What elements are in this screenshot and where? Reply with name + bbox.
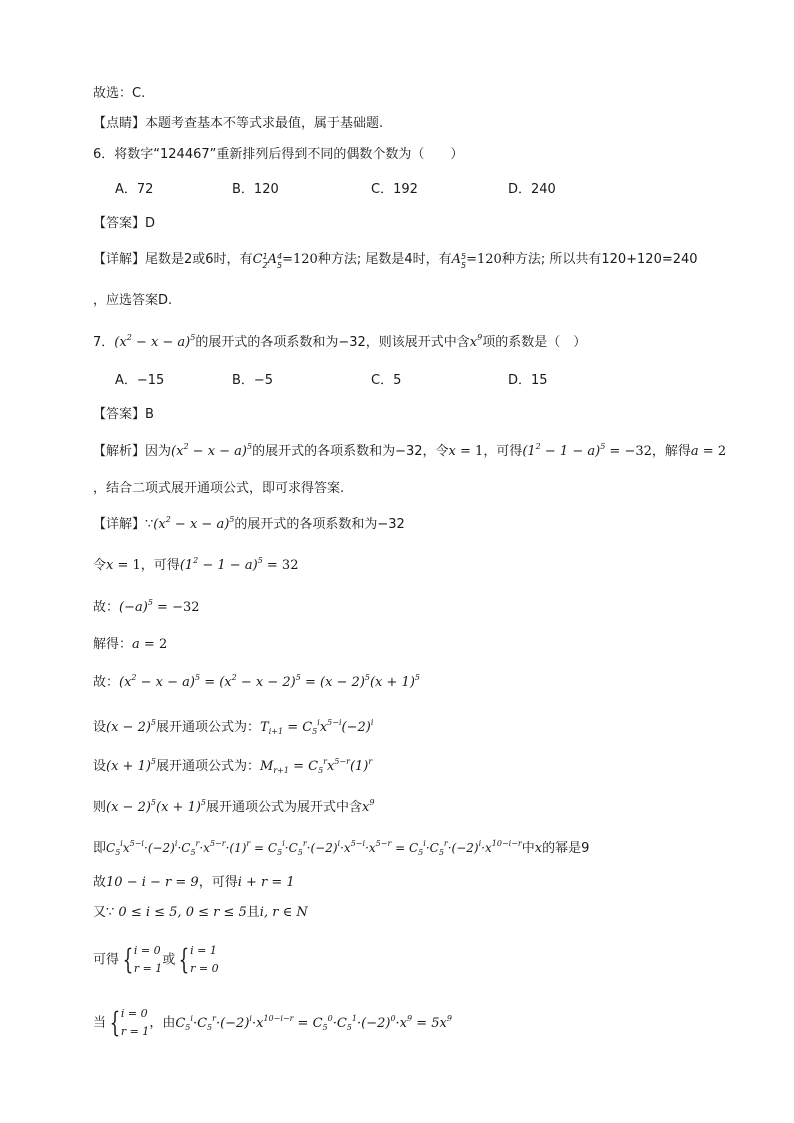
line-comment: 【点睛】本题考查基本不等式求最值，属于基础题.	[93, 116, 384, 131]
q7-step-solve-a: 解得：a = 2	[93, 637, 168, 652]
q7-step-exponent: 故10 − i − r = 9，可得i + r = 1	[93, 875, 295, 890]
q7-detail-line-1: 【详解】$\because(x^2 - x - a)^5$的展开式的各项系数和为−32	[93, 515, 405, 532]
q7-step-case-1: 当 { i = 0 r = 1 ，由$C_5^i\cdot C_5^r\cdot(-2)^i\cdot x^{10-i-r} = C_5^0\cdot C_5^1\cdot(-2)^0\cdot x^9 = 5x^9$	[93, 1006, 452, 1039]
q7-step-neg-a: 故：$(-a)^5 = -32$	[93, 598, 200, 615]
q7-option-a: A．−15	[115, 373, 165, 388]
q7-step-term-m: 设$(x + 1)^5$展开通项公式为：$M_{r+1} = C_5^rx^{5-r}(1)^r$	[93, 757, 373, 775]
line-conclusion: 故选：C.	[93, 86, 146, 101]
q6-detail-line-1: 【详解】尾数是2或6时，有C 1 2 A 4 5 =120种方法; 尾数是4时，有A 5 5 =120种方法; 所以共有120+120=240	[93, 252, 698, 270]
comment-tag: 【点睛】	[93, 116, 146, 131]
q7-step-product: 则$(x - 2)^5(x + 1)^5$展开通项公式为展开式中含$x^9$	[93, 798, 375, 815]
q7-step-factor: 故：$(x^2 - x - a)^5 = (x^2 - x - 2)^5 = (x - 2)^5(x + 1)^5$	[93, 673, 420, 690]
q7-step-cases: 可得 { i = 0 r = 1 或 { i = 1 r = 0	[93, 943, 219, 976]
q6-option-a: A．72	[115, 182, 154, 197]
q7-analysis-line-1: 【解析】因为$(x^2 - x - a)^5$的展开式的各项系数和为−32，令x = 1，可得$(1^2 - 1 - a)^5 = -32$，解得a = 2	[93, 442, 727, 459]
question-7: 7．$(x^2 - x - a)^5$的展开式的各项系数和为−32，则该展开式中含$x^9$项的系数是（ ）	[93, 333, 587, 350]
q7-step-let-x: 令x = 1，可得$(1^2 - 1 - a)^5 = 32$	[93, 556, 299, 573]
q7-step-range: 又∵ 0 ≤ i ≤ 5, 0 ≤ r ≤ 5且i, r ∈ N	[93, 905, 308, 920]
q7-analysis-line-2: ，结合二项式展开通项公式，即可求得答案.	[93, 481, 345, 496]
q7-option-b: B．−5	[232, 373, 274, 388]
q6-option-b: B．120	[232, 182, 279, 197]
q6-option-c: C．192	[371, 182, 418, 197]
question-6: 6．将数字“124467”重新排列后得到不同的偶数个数为（ ）	[93, 147, 464, 162]
q7-option-d: D．15	[508, 373, 548, 388]
q7-answer: 【答案】B	[93, 407, 154, 422]
q6-detail-line-2: ，应选答案D.	[93, 293, 173, 308]
q6-answer: 【答案】D	[93, 216, 156, 231]
q6-option-d: D．240	[508, 182, 556, 197]
q7-step-term-t: 设$(x - 2)^5$展开通项公式为：$T_{i+1} = C_5^ix^{5-i}(-2)^i$	[93, 718, 374, 736]
q7-step-general-term: 即$C_5^ix^{5-i}\cdot(-2)^i\cdot C_5^r\cdot x^{5-r}\cdot(1)^r = C_5^i\cdot C_5^r\cdot(-2)^i\cdot x^{5-i}\cdot x^{5-r} = C_5^i\cdot C_5^r\cdot(-2)^i\cdot x^{10-i-r}$中x的幂是9	[93, 839, 590, 857]
q7-option-c: C．5	[371, 373, 402, 388]
